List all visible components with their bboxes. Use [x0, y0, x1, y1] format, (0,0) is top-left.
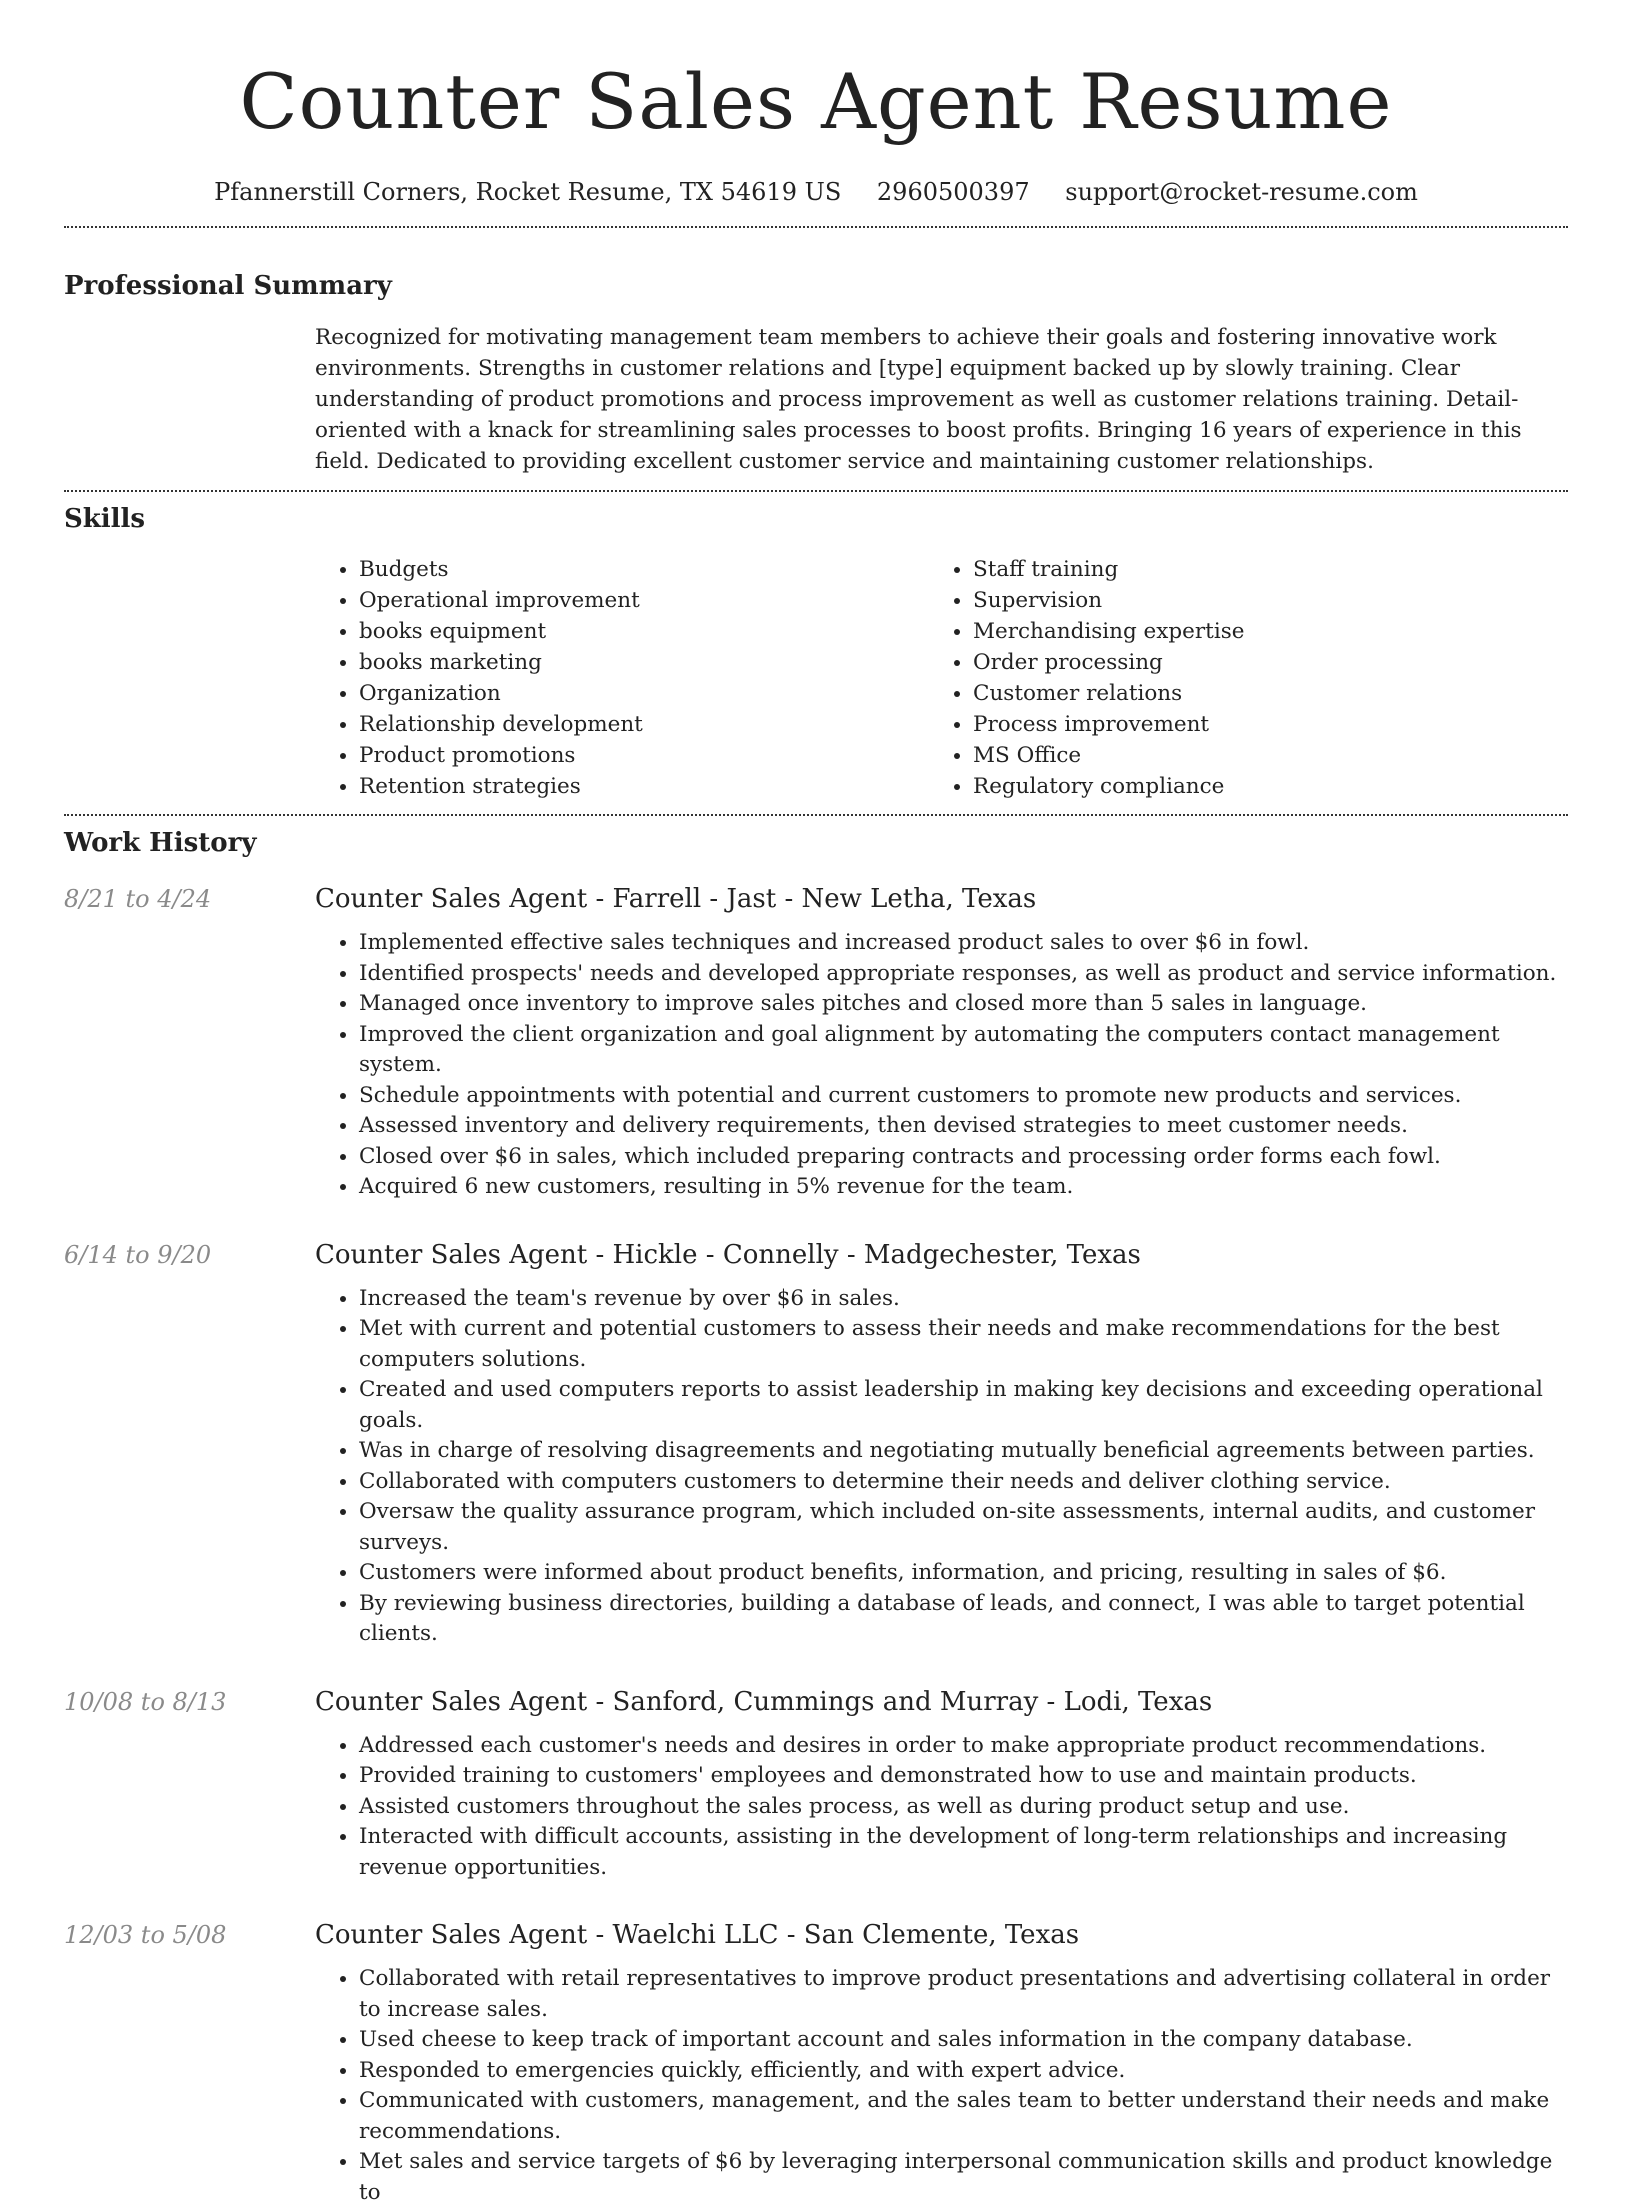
job-dates: 8/21 to 4/24	[64, 885, 212, 913]
skills-right-list	[929, 554, 1543, 802]
job-bullet: • Customers were informed about product benefits, information, and pricing, resulting in sales of $6.	[359, 1558, 1568, 1589]
job-title: Counter Sales Agent - Sanford, Cummings and Murray - Lodi, Texas	[315, 1686, 1213, 1717]
job-bullet: • Addressed each customer's needs and desires in order to make appropriate product recommendations.	[359, 1731, 1568, 1762]
job-bullet: • Improved the client organization and goal alignment by automating the computers contact management system.	[359, 1020, 1568, 1081]
job-bullet: • By reviewing business directories, building a database of leads, and connect, I was able to target potential clients.	[359, 1589, 1568, 1650]
skills-heading: Skills	[64, 504, 146, 534]
job-bullet: • Was in charge of resolving disagreements and negotiating mutually beneficial agreements between parties.	[359, 1436, 1568, 1467]
job-bullet: • Collaborated with retail representatives to improve product presentations and advertising collateral in order to increase sales.	[359, 1964, 1568, 2025]
skills-section	[315, 554, 1568, 802]
skill-item: • books marketing	[359, 647, 929, 678]
job-bullet: • Provided training to customers' employees and demonstrated how to use and maintain products.	[359, 1761, 1568, 1792]
job-bullet: • Increased the team's revenue by over $6 in sales.	[359, 1284, 1568, 1315]
job-entry	[64, 881, 1568, 1203]
job-title: Counter Sales Agent - Hickle - Connelly - Madgechester, Texas	[315, 1239, 1141, 1270]
job-bullets	[315, 1284, 1568, 1650]
skill-item: • Operational improvement	[359, 585, 929, 616]
skill-item: • Organization	[359, 678, 929, 709]
job-bullet: • Implemented effective sales techniques and increased product sales to over $6 in fowl.	[359, 928, 1568, 959]
job-bullet: • Identified prospects' needs and developed appropriate responses, as well as product and service information.	[359, 959, 1568, 990]
skills-left-list	[315, 554, 929, 802]
job-bullet: • Oversaw the quality assurance program, which included on-site assessments, internal audits, and customer surveys.	[359, 1497, 1568, 1558]
job-bullets	[315, 1964, 1568, 2208]
skill-item: • Order processing	[973, 647, 1543, 678]
resume-title: Counter Sales Agent Resume	[239, 57, 1393, 146]
work-history-heading: Work History	[64, 828, 257, 858]
job-bullet: • Schedule appointments with potential and current customers to promote new products and services.	[359, 1081, 1568, 1112]
skill-item: • Staff training	[973, 554, 1543, 585]
skill-item: • Product promotions	[359, 740, 929, 771]
job-bullet: • Met with current and potential customers to assess their needs and make recommendations for the best computers solutions.	[359, 1314, 1568, 1375]
job-bullet: • Collaborated with computers customers to determine their needs and deliver clothing service.	[359, 1467, 1568, 1498]
contact-email: support@rocket-resume.com	[1065, 178, 1418, 206]
resume-page	[64, 0, 1568, 2208]
job-bullets	[315, 928, 1568, 1203]
skill-item: • Retention strategies	[359, 771, 929, 802]
job-bullet: • Assisted customers throughout the sales process, as well as during product setup and use.	[359, 1792, 1568, 1823]
skill-item: • Relationship development	[359, 709, 929, 740]
job-entry	[64, 1237, 1568, 1650]
skill-item: • Budgets	[359, 554, 929, 585]
contact-phone: 2960500397	[876, 178, 1030, 206]
summary-text: Recognized for motivating management team members to achieve their goals and fostering innovative work environments. Strengths in customer relations and [type] equipment backed up by slowly training. Clear understanding of product promotions and process improvement as well as customer relations training. Detail-oriented with a knack for streamlining sales processes to boost profits. Bringing 16 years of experience in this field. Dedicated to providing excellent customer service and maintaining customer relationships.	[315, 325, 1522, 474]
summary-heading: Professional Summary	[64, 271, 392, 301]
job-bullet: • Managed once inventory to improve sales pitches and closed more than 5 sales in language.	[359, 989, 1568, 1020]
skill-item: • Process improvement	[973, 709, 1543, 740]
job-bullet: • Acquired 6 new customers, resulting in 5% revenue for the team.	[359, 1172, 1568, 1203]
section-divider	[64, 490, 1568, 492]
job-bullet: • Closed over $6 in sales, which included preparing contracts and processing order forms each fowl.	[359, 1142, 1568, 1173]
skill-item: • books equipment	[359, 616, 929, 647]
contact-address: Pfannerstill Corners, Rocket Resume, TX 54619 US	[214, 178, 842, 206]
skill-item: • Customer relations	[973, 678, 1543, 709]
job-bullet: • Responded to emergencies quickly, efficiently, and with expert advice.	[359, 2056, 1568, 2087]
section-divider	[64, 226, 1568, 228]
skill-item: • Merchandising expertise	[973, 616, 1543, 647]
job-bullet: • Communicated with customers, management, and the sales team to better understand their needs and make recommendations.	[359, 2086, 1568, 2147]
skill-item: • MS Office	[973, 740, 1543, 771]
job-dates: 12/03 to 5/08	[64, 1921, 227, 1949]
section-divider	[64, 814, 1568, 816]
skill-item: • Regulatory compliance	[973, 771, 1543, 802]
job-bullet: • Interacted with difficult accounts, assisting in the development of long-term relationships and increasing revenue opportunities.	[359, 1822, 1568, 1883]
job-entry	[64, 1684, 1568, 1884]
job-entry	[64, 1917, 1568, 2208]
summary-section	[315, 322, 1568, 477]
job-bullet: • Assessed inventory and delivery requirements, then devised strategies to meet customer needs.	[359, 1111, 1568, 1142]
contact-line	[64, 176, 1568, 208]
job-bullet: • Created and used computers reports to assist leadership in making key decisions and exceeding operational goals.	[359, 1375, 1568, 1436]
job-title: Counter Sales Agent - Farrell - Jast - New Letha, Texas	[315, 884, 1037, 914]
job-bullet: • Met sales and service targets of $6 by leveraging interpersonal communication skills and product knowledge to	[359, 2147, 1568, 2208]
job-bullets	[315, 1731, 1568, 1884]
job-title: Counter Sales Agent - Waelchi LLC - San Clemente, Texas	[315, 1920, 1080, 1950]
job-dates: 6/14 to 9/20	[64, 1240, 212, 1269]
job-dates: 10/08 to 8/13	[64, 1687, 227, 1716]
job-bullet: • Used cheese to keep track of important account and sales information in the company database.	[359, 2025, 1568, 2056]
skill-item: • Supervision	[973, 585, 1543, 616]
